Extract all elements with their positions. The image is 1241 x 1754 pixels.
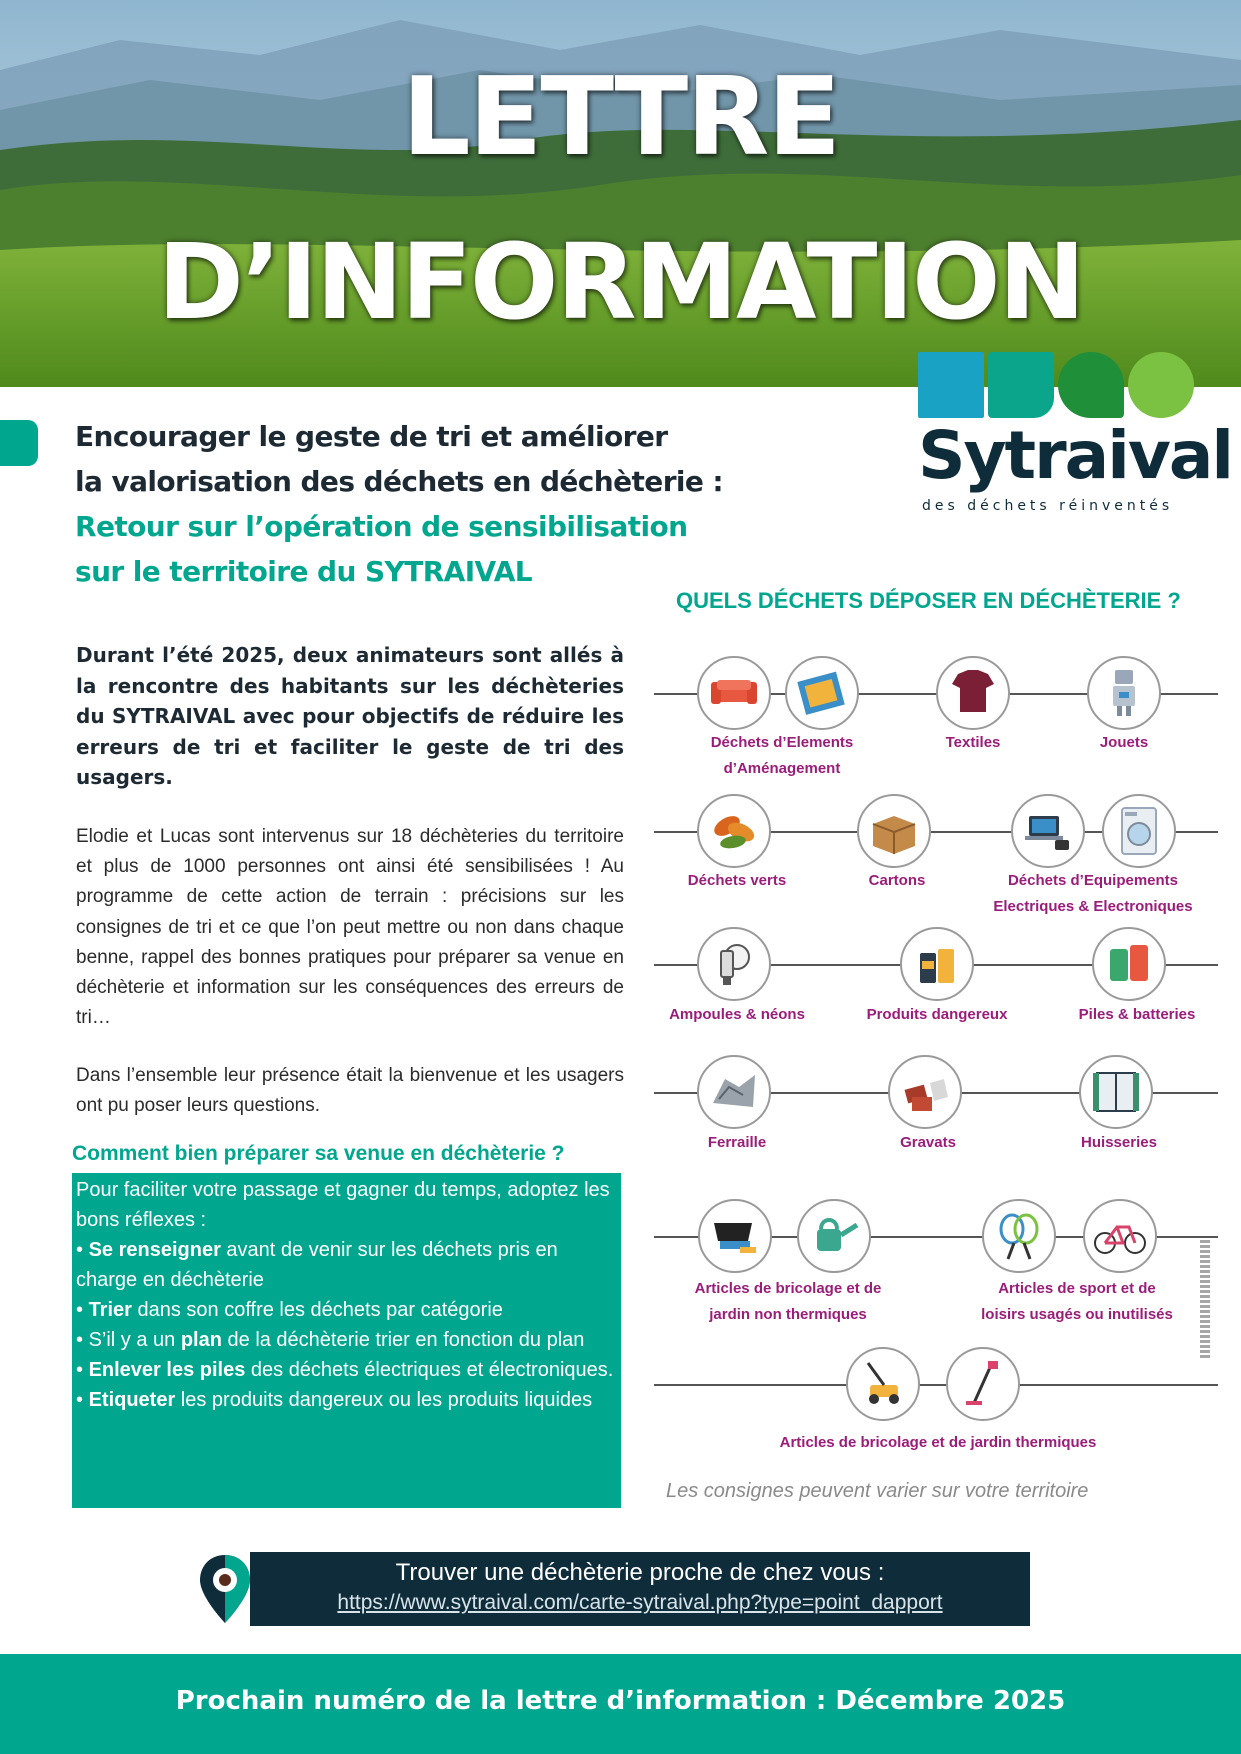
article-paragraph: Dans l’ensemble leur présence était la bienvenue et les usagers ont pu poser leurs questions.	[76, 1065, 624, 1117]
batteries-icon	[1092, 927, 1166, 1001]
headline-line: la valorisation des déchets en déchèterie :	[75, 465, 724, 498]
robot-toy-icon	[1087, 656, 1161, 730]
prep-item: • Etiqueter les produits dangereux ou les produits liquides	[76, 1389, 593, 1411]
prep-item: • Trier dans son coffre les déchets par catégorie	[76, 1299, 503, 1321]
windows-doors-icon	[1079, 1055, 1153, 1129]
washing-machine-icon	[1102, 794, 1176, 868]
prep-lead: Pour faciliter votre passage et gagner du temps, adoptez les bons réflexes :	[76, 1179, 610, 1231]
tshirt-icon	[936, 656, 1010, 730]
hero-title-line2: D’INFORMATION	[157, 221, 1084, 343]
prep-item: • Enlever les piles des déchets électriques et électroniques.	[76, 1359, 614, 1381]
logo-tagline: des déchets réinventés	[922, 498, 1174, 514]
hero-banner	[0, 0, 1241, 387]
headline-subtitle-line: sur le territoire du SYTRAIVAL	[75, 555, 533, 588]
prep-item: • Se renseigner avant de venir sur les déchets pris en charge en déchèterie	[76, 1239, 558, 1291]
find-dechetterie-box	[250, 1552, 1030, 1626]
scrap-metal-icon	[697, 1055, 771, 1129]
tennis-racket-icon	[982, 1199, 1056, 1273]
logo-square-blue	[918, 352, 984, 418]
lawn-mower-icon	[846, 1347, 920, 1421]
category-label: Ferraille	[707, 1134, 767, 1151]
infographic-note: Les consignes peuvent varier sur votre territoire	[666, 1480, 1089, 1502]
rug-icon	[785, 656, 859, 730]
category-label: Piles & batteries	[1078, 1006, 1196, 1023]
leaves-icon	[697, 794, 771, 868]
category-label: Huisseries	[1081, 1134, 1157, 1151]
category-label: Cartons	[868, 872, 926, 889]
category-label: Articles de bricolage et de jardin thermiques	[779, 1434, 1097, 1451]
hazardous-products-icon	[900, 927, 974, 1001]
category-label: Jouets	[1099, 734, 1149, 751]
category-label: Gravats	[900, 1134, 956, 1151]
find-link[interactable]: https://www.sytraival.com/carte-sytraival.php?type=point_dapport	[337, 1591, 943, 1614]
prep-title: Comment bien préparer sa venue en déchèterie ?	[72, 1142, 565, 1165]
category-label: Ampoules & néons	[669, 1006, 805, 1023]
sofa-icon	[697, 656, 771, 730]
logo-square-green	[1058, 352, 1124, 418]
section-accent-mark	[0, 420, 38, 466]
category-label: Déchets d’Equipements Electriques & Electroniques	[993, 872, 1193, 915]
logo-circle-lime	[1128, 352, 1194, 418]
category-label: Déchets d’Elements d’Aménagement	[710, 734, 854, 777]
cardboard-box-icon	[857, 794, 931, 868]
headline-subtitle-line: Retour sur l’opération de sensibilisation	[75, 510, 688, 543]
hero-title-line1: LETTRE	[401, 55, 840, 180]
category-label: Articles de sport et de loisirs usagés ou inutilisés	[981, 1280, 1173, 1323]
watering-can-icon	[797, 1199, 871, 1273]
category-label: Produits dangereux	[866, 1006, 1008, 1023]
map-pin-icon	[198, 1553, 252, 1625]
laptop-icon	[1011, 794, 1085, 868]
category-label: Articles de bricolage et de jardin non thermiques	[694, 1280, 882, 1323]
category-label: Déchets verts	[687, 872, 787, 889]
paint-tray-icon	[698, 1199, 772, 1273]
bicycle-icon	[1083, 1199, 1157, 1273]
find-label: Trouver une déchèterie proche de chez vous :	[395, 1559, 885, 1586]
prep-tips-box	[72, 1173, 621, 1508]
article-headline	[75, 414, 755, 594]
infographic-title: QUELS DÉCHETS DÉPOSER EN DÉCHÈTERIE ?	[676, 588, 1181, 613]
row-line	[654, 1384, 1218, 1386]
footer-next-issue: Prochain numéro de la lettre d’information : Décembre 2025	[0, 1654, 1241, 1754]
light-bulb-icon	[697, 927, 771, 1001]
sytraival-logo	[910, 350, 1232, 520]
article-paragraph: Elodie et Lucas sont intervenus sur 18 déchèteries du territoire et plus de 1000 personnes ont ainsi été sensibilisées ! Au programme de cette action de terrain : précisions sur les consignes de tri et ce que l’on peut mettre ou non dans chaque benne, rappel des bonnes pratiques pour préparer sa venue en déchèterie et information sur les conséquences des erreurs de tri…	[76, 826, 624, 1029]
logo-square-teal	[988, 352, 1054, 418]
copyright-vertical-text	[1200, 1240, 1210, 1360]
article-intro: Durant l’été 2025, deux animateurs sont allés à la rencontre des habitants sur les déchèteries du SYTRAIVAL avec pour objectifs de réduire les erreurs de tri et faciliter le geste de tri des usagers.	[76, 643, 624, 789]
brush-cutter-icon	[946, 1347, 1020, 1421]
rubble-icon	[888, 1055, 962, 1129]
prep-item: • S’il y a un plan de la déchèterie trier en fonction du plan	[76, 1329, 585, 1351]
headline-line: Encourager le geste de tri et améliorer	[75, 420, 668, 453]
logo-wordmark: Sytraival	[918, 417, 1232, 494]
category-label: Textiles	[945, 734, 1001, 751]
